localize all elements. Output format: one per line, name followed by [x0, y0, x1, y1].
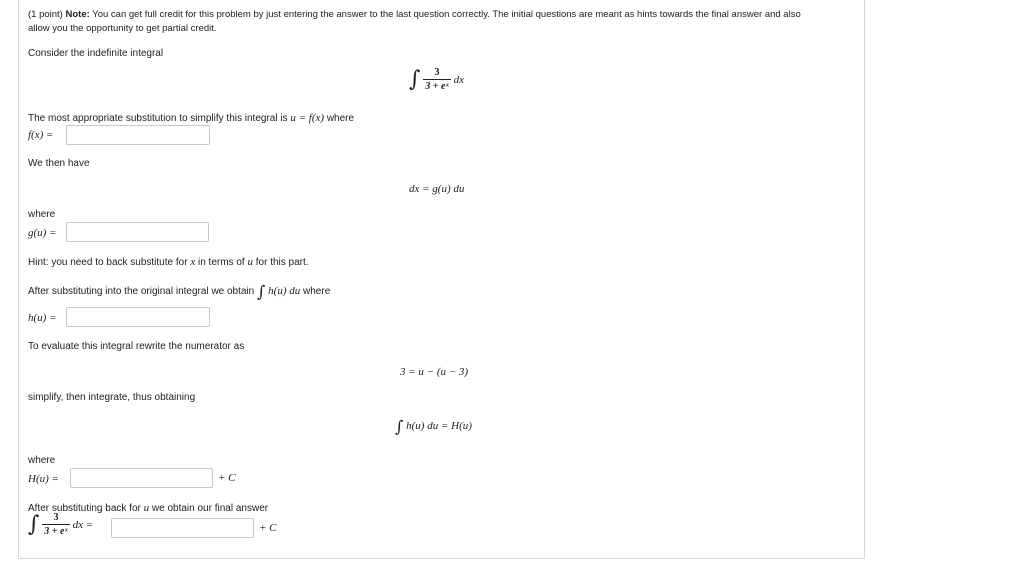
after-text: After substituting into the original integral we obtain [28, 286, 255, 298]
final-integral-display [28, 513, 93, 537]
f-input[interactable] [66, 125, 210, 145]
H-plus-c: + C [218, 472, 236, 484]
H-input[interactable] [70, 468, 213, 488]
final-fraction [42, 513, 70, 537]
integral-dx: dx [453, 74, 464, 86]
integral-denominator: 3 + eˣ [425, 81, 449, 92]
integral-sign: ∫ [409, 67, 421, 92]
hint-var-x: x [190, 256, 196, 268]
rewrite-text: To evaluate this integral rewrite the numerator as [28, 341, 245, 352]
H-equation-display [395, 417, 472, 436]
hint-mid: in terms of [198, 257, 245, 268]
point-value: (1 point) [28, 9, 63, 20]
dx-equation: dx = g(u) du [409, 183, 465, 195]
final-numerator: 3 [53, 512, 59, 523]
substitution-eq: u = f(x) [290, 112, 325, 124]
intro-line-2: allow you the opportunity to get partial credit. [28, 23, 217, 34]
final-denominator: 3 + eˣ [44, 526, 68, 537]
hint-pre: Hint: you need to back substitute for [28, 257, 188, 268]
h-label: h(u) = [28, 312, 57, 324]
final-var-u: u [143, 502, 150, 514]
integral-display [409, 68, 464, 92]
note-text: You can get full credit for this problem by just entering the answer to the last question correctly. The initial questions are meant as hints towards the final answer and also [92, 9, 801, 20]
g-where: where [28, 209, 56, 220]
final-dx: dx = [72, 519, 94, 531]
integral-numerator: 3 [434, 67, 440, 78]
rewrite-equation: 3 = u − (u − 3) [400, 366, 469, 378]
h-input[interactable] [66, 307, 210, 327]
H-label: H(u) = [28, 473, 59, 485]
after-sentence [28, 282, 330, 301]
final-integral-sign: ∫ [28, 512, 40, 537]
substitution-text: The most appropriate substitution to simplify this integral is [28, 113, 288, 124]
H-integral-sign: ∫ [395, 417, 404, 436]
after-expr: h(u) du [268, 285, 301, 298]
substitution-where: where [326, 113, 355, 124]
g-label: g(u) = [28, 227, 57, 239]
hint-text [28, 256, 309, 268]
then-text: We then have [28, 158, 90, 169]
hint-post: for this part. [255, 257, 309, 268]
hint-var-u: u [247, 256, 253, 268]
final-post: we obtain our final answer [151, 503, 269, 514]
intro-line-1 [28, 9, 801, 20]
note-label: Note: [65, 9, 90, 20]
final-plus-c: + C [259, 522, 277, 534]
H-equation: h(u) du = H(u) [406, 420, 472, 433]
substitution-sentence [28, 112, 354, 124]
g-input[interactable] [66, 222, 209, 242]
final-pre: After substituting back for [28, 503, 141, 514]
final-answer-input[interactable] [111, 518, 254, 538]
f-label: f(x) = [28, 129, 54, 141]
integral-fraction [423, 68, 451, 92]
simplify-text: simplify, then integrate, thus obtaining [28, 392, 196, 403]
consider-text: Consider the indefinite integral [28, 48, 164, 59]
after-integral-sign: ∫ [257, 282, 266, 301]
after-where: where [303, 286, 331, 298]
H-where: where [28, 455, 56, 466]
